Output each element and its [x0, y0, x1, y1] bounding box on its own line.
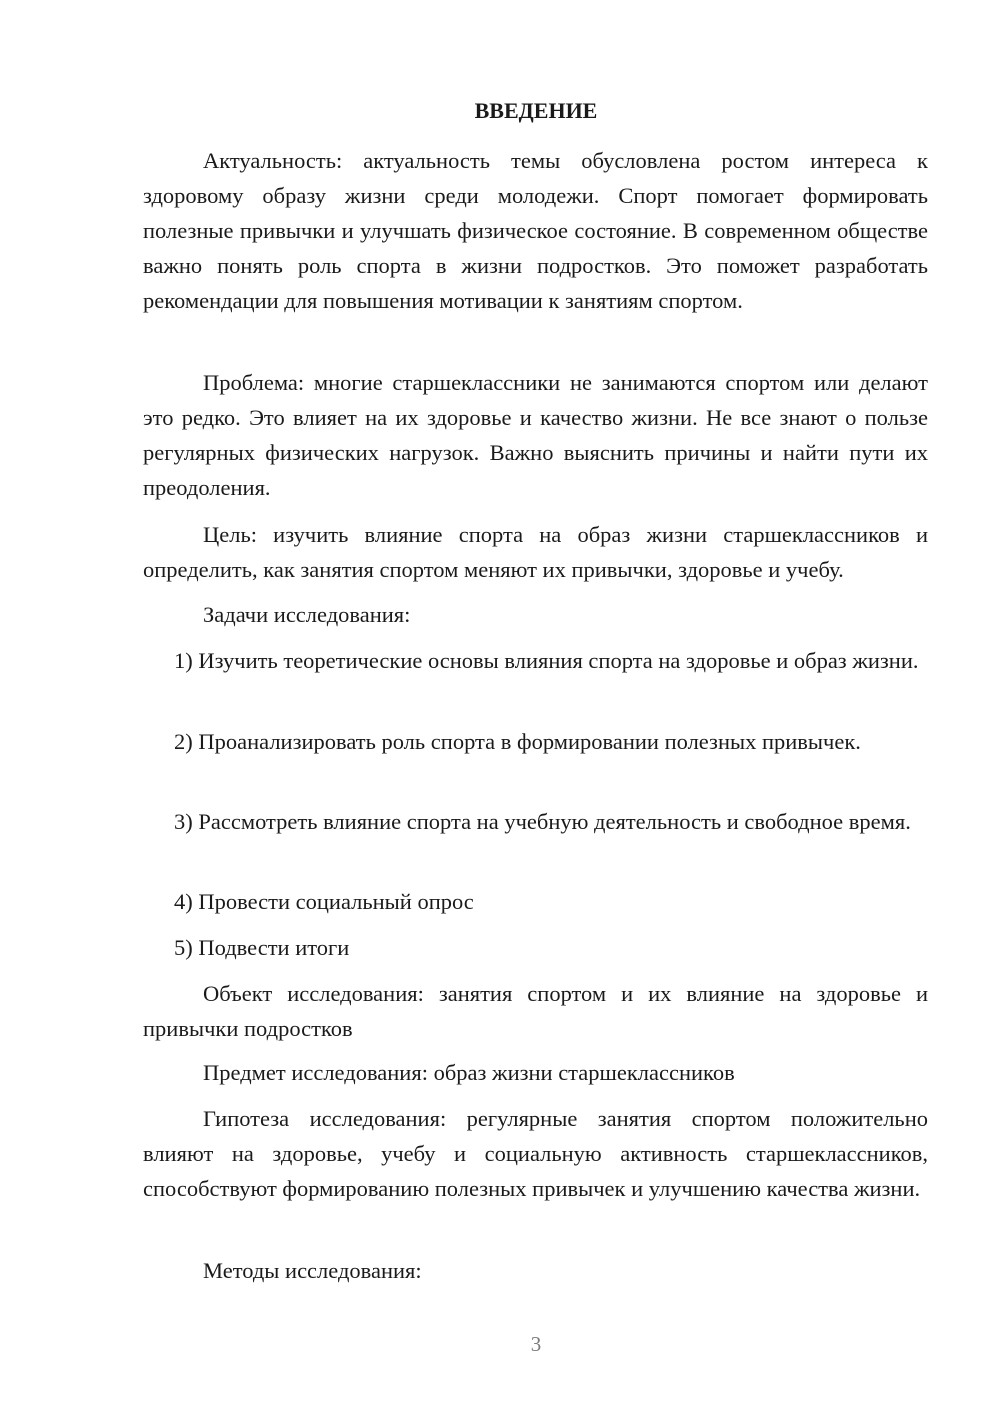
- paragraph-goal: Цель: изучить влияние спорта на образ жизни старшеклассников и определить, как занятия спортом меняют их привычки, здоровье и учебу.: [143, 522, 928, 582]
- methods-heading: Методы исследования:: [203, 1258, 422, 1283]
- paragraph-object: Объект исследования: занятия спортом и их влияние на здоровье и привычки подростков: [143, 981, 928, 1041]
- paragraph-hypothesis: Гипотеза исследования: регулярные занятия спортом положительно влияют на здоровье, учебу и социальную активность старшеклассников, способствуют формированию полезных привычек и улучшению качества жизни.: [143, 1106, 928, 1201]
- paragraph-relevance: Актуальность: актуальность темы обусловлена ростом интереса к здоровому образу жизни среди молодежи. Спорт помогает формировать полезные привычки и улучшать физическое состояние. В современном обществе важно понять роль спорта в жизни подростков. Это поможет разработать рекомендации для повышения мотивации к занятиям спортом.: [143, 148, 928, 313]
- paragraph-subject: Предмет исследования: образ жизни старшеклассников: [203, 1060, 735, 1085]
- paragraph-problem: Проблема: многие старшеклассники не занимаются спортом или делают это редко. Это влияет на их здоровье и качество жизни. Не все знают о пользе регулярных физических нагрузок. Важно выяснить причины и найти пути их преодоления.: [143, 370, 928, 500]
- task-item-4: 4) Провести социальный опрос: [174, 889, 474, 914]
- task-item-5: 5) Подвести итоги: [174, 935, 350, 960]
- tasks-heading: Задачи исследования:: [203, 602, 411, 627]
- page-number: 3: [530, 1332, 542, 1356]
- task-item-2: 2) Проанализировать роль спорта в формировании полезных привычек.: [174, 729, 861, 754]
- task-item-3: 3) Рассмотреть влияние спорта на учебную деятельность и свободное время.: [174, 809, 911, 834]
- section-title: ВВЕДЕНИЕ: [474, 98, 598, 123]
- task-item-1: 1) Изучить теоретические основы влияния спорта на здоровье и образ жизни.: [174, 648, 919, 673]
